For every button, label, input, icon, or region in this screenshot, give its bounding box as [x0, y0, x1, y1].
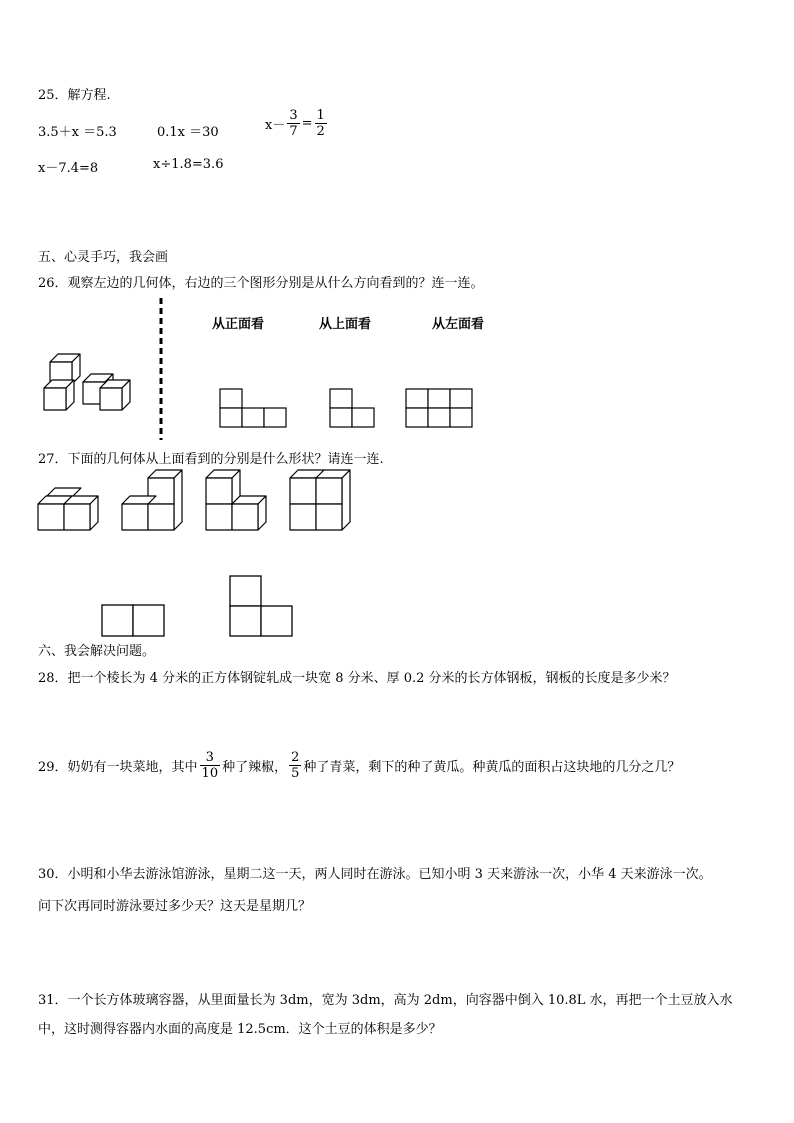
q31-line-1: 31．一个长方体玻璃容器，从里面量长为 3dm，宽为 3dm，高为 2dm，向容器中倒入 10.8L 水，再把一个土豆放入水 — [38, 993, 733, 1008]
q29-fraction-1 — [200, 750, 221, 781]
q26-label-left: 从左面看 — [432, 317, 485, 332]
q30-line-2: 问下次再同时游泳要过多少天？这天是星期几？ — [38, 899, 312, 914]
section-5-title: 五、心灵手巧，我会画 — [38, 250, 169, 265]
q28-text: 28．把一个棱长为 4 分米的正方体钢锭轧成一块宽 8 分米、厚 0.2 分米的长方体钢板，钢板的长度是多少米？ — [38, 671, 676, 686]
eq3-frac2-numerator: 1 — [316, 108, 325, 123]
q31-line-2: 中，这时测得容器内水面的高度是 12.5cm．这个土豆的体积是多少？ — [38, 1022, 442, 1037]
q25-equation-4: x－7.4=8 — [38, 161, 99, 176]
eq3-frac2-denominator: 2 — [316, 124, 325, 139]
q29-text — [38, 750, 680, 781]
q26-dashed-divider — [158, 298, 164, 440]
eq3-fraction-1 — [287, 108, 299, 139]
q26-title: 26．观察左边的几何体，右边的三个图形分别是从什么方向看到的？连一连。 — [38, 276, 484, 291]
eq3-fraction-2 — [315, 108, 327, 139]
q25-equation-3 — [265, 108, 329, 139]
q25-equation-2: 0.1x ＝30 — [157, 125, 219, 140]
q26-solid-figure — [38, 350, 148, 420]
q27-solid-3 — [206, 468, 270, 534]
q29-frac1-numerator: 3 — [205, 750, 214, 765]
q29-frac1-denominator: 10 — [201, 766, 219, 781]
q27-top-view-2 — [230, 576, 294, 638]
q29-mid: 种了辣椒， — [222, 760, 288, 775]
eq3-frac1-numerator: 3 — [289, 108, 298, 123]
q27-solid-1 — [38, 482, 102, 534]
q26-label-front: 从正面看 — [212, 317, 265, 332]
q27-title: 27．下面的几何体从上面看到的分别是什么形状？请连一连. — [38, 452, 384, 467]
eq3-frac1-denominator: 7 — [289, 124, 298, 139]
q29-fraction-2 — [289, 750, 301, 781]
q29-frac2-numerator: 2 — [291, 750, 300, 765]
q29-suffix: 种了青菜，剩下的种了黄瓜。种黄瓜的面积占这块地的几分之几？ — [303, 760, 681, 775]
q26-label-top: 从上面看 — [319, 317, 372, 332]
q27-solid-2 — [122, 468, 186, 534]
q29-prefix: 29．奶奶有一块菜地，其中 — [38, 760, 198, 775]
eq3-prefix: x－ — [265, 118, 286, 133]
q26-view-figure-2 — [330, 389, 376, 429]
q27-top-view-1 — [102, 605, 166, 637]
section-6-title: 六、我会解决问题。 — [38, 644, 156, 659]
q27-solid-4 — [290, 468, 354, 534]
eq3-equals: = — [301, 116, 313, 131]
q26-view-figure-3 — [406, 389, 474, 429]
q25-title: 25．解方程. — [38, 88, 111, 103]
q26-view-figure-1 — [220, 389, 288, 429]
q25-equation-1: 3.5＋x ＝5.3 — [38, 125, 117, 140]
q30-line-1: 30．小明和小华去游泳馆游泳，星期二这一天，两人同时在游泳。已知小明 3 天来游泳一次，小华 4 天来游泳一次。 — [38, 867, 712, 882]
q29-frac2-denominator: 5 — [291, 766, 300, 781]
q25-equation-5: x÷1.8=3.6 — [153, 157, 224, 172]
